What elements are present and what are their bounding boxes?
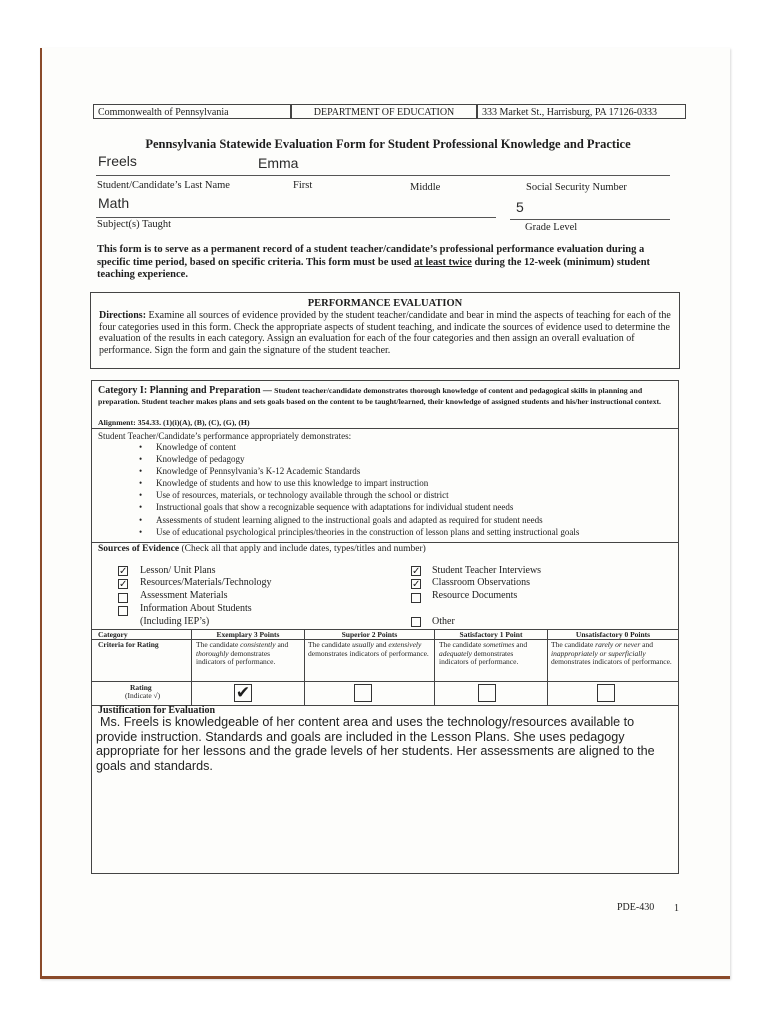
criteria-superior: The candidate usually and extensively demonstrates indicators of performance. [308, 640, 429, 658]
middle-name-label: Middle [410, 182, 441, 193]
criteria-label: Criteria for Rating [98, 640, 159, 649]
source-checkbox-lesson-plans[interactable] [118, 566, 128, 576]
first-name-label: First [293, 180, 313, 191]
source-checkbox-resources[interactable] [118, 579, 128, 589]
column-divider [547, 629, 548, 705]
divider [92, 428, 678, 429]
rating-box-superior[interactable] [354, 684, 372, 702]
source-checkbox-interviews[interactable] [411, 566, 421, 576]
indicator-list [132, 441, 579, 538]
divider [92, 542, 678, 543]
header-address: 333 Market St., Harrisburg, PA 17126-0333 [477, 104, 686, 119]
indicator-item: • Knowledge of students and how to use this knowledge to impart instruction [132, 477, 579, 489]
col-head-superior: Superior 2 Points [341, 630, 398, 639]
source-label: Other [432, 616, 455, 627]
subject-label: Subject(s) Taught [97, 219, 172, 230]
check-mark-icon: ✓ [412, 566, 421, 577]
rating-box-exemplary[interactable] [234, 684, 252, 702]
last-name-value: Freels [98, 153, 137, 169]
column-divider [434, 629, 435, 705]
subject-value: Math [98, 195, 130, 211]
sources-heading: Sources of Evidence (Check all that apply and include dates, types/titles and number) [98, 544, 426, 554]
source-checkbox-assessment-materials[interactable] [118, 593, 128, 603]
rating-box-satisfactory[interactable] [478, 684, 496, 702]
performance-title: PERFORMANCE EVALUATION [307, 298, 463, 309]
indicate-label: (Indicate √) [125, 691, 161, 700]
directions-text: Directions: Examine all sources of evidence provided by the student teacher/candidate and bear in mind the aspects of teaching for each of the four categories used in this form. Check the appropriate aspects of student teaching, and indicate the sources of evidence used to determine the evaluation of the results in each category. Assign an evaluation for each of the four categories and then assign an overall evaluation of performance. Sign the form and gain the signature of the student teacher. [99, 310, 671, 356]
name-line [96, 175, 670, 176]
col-head-satisfactory: Satisfactory 1 Point [459, 630, 523, 639]
alignment-text: Alignment: 354.33. (1)(i)(A), (B), (C), (G), (H) [98, 418, 250, 427]
source-label: Information About Students [140, 603, 252, 614]
subject-line [96, 217, 496, 218]
column-divider [191, 629, 192, 705]
indicator-item: • Knowledge of Pennsylvania’s K-12 Academic Standards [132, 465, 579, 477]
indicator-item: • Knowledge of content [132, 441, 579, 453]
first-name-value: Emma [258, 155, 299, 171]
col-head-exemplary: Exemplary 3 Points [216, 630, 280, 639]
grade-value: 5 [516, 199, 524, 215]
criteria-unsatisfactory: The candidate rarely or never and inappropriately or superficially demonstrates indicators of performance. [551, 640, 672, 666]
page-number: 1 [674, 903, 679, 914]
last-name-label: Student/Candidate’s Last Name [97, 180, 230, 191]
indicator-item: • Knowledge of pedagogy [132, 453, 579, 465]
source-label-extra: (Including IEP’s) [140, 616, 210, 627]
source-label: Lesson/ Unit Plans [140, 565, 216, 576]
indicator-item: • Use of educational psychological principles/theories in the construction of lesson plans and setting instructional goals [132, 526, 579, 538]
source-checkbox-observations[interactable] [411, 579, 421, 589]
category-col-label: Category [98, 630, 128, 639]
source-checkbox-resource-documents[interactable] [411, 593, 421, 603]
category-box [91, 380, 679, 874]
indicator-item: • Use of resources, materials, or technology available through the school or district [132, 489, 579, 501]
criteria-exemplary: The candidate consistently and thoroughly demonstrates indicators of performance. [196, 640, 289, 666]
demonstrates-label: Student Teacher/Candidate’s performance appropriately demonstrates: [98, 431, 352, 441]
source-label: Student Teacher Interviews [432, 565, 542, 576]
justification-text: Ms. Freels is knowledgeable of her content area and uses the technology/resources available to provide instruction. Standards and goals are included in the Lesson Plans. She uses pedagogy appropriate for her lessons and the grade levels of her students. Her assessments are aligned to the goals and standards. [96, 715, 655, 773]
ssn-label: Social Security Number [526, 182, 627, 193]
form-id: PDE-430 [617, 902, 655, 913]
column-divider [304, 629, 305, 705]
grade-label: Grade Level [525, 222, 578, 233]
indicator-item: • Instructional goals that show a recognizable sequence with adaptations for individual student needs [132, 501, 579, 513]
source-label: Assessment Materials [140, 590, 228, 601]
justification-title: Justification for Evaluation [98, 705, 216, 716]
rating-box-unsatisfactory[interactable] [597, 684, 615, 702]
check-mark-icon: ✓ [119, 579, 128, 590]
source-label: Classroom Observations [432, 577, 531, 588]
header-org: Commonwealth of Pennsylvania [93, 104, 291, 119]
source-label: Resource Documents [432, 590, 518, 601]
source-label: Resources/Materials/Technology [140, 577, 272, 588]
form-title: Pennsylvania Statewide Evaluation Form for Student Professional Knowledge and Practice [145, 137, 631, 151]
col-head-unsatisfactory: Unsatisfactory 0 Points [575, 630, 651, 639]
indicator-item: • Assessments of student learning aligned to the instructional goals and adapted as required for student needs [132, 514, 579, 526]
rating-label: Rating [130, 683, 152, 692]
criteria-satisfactory: The candidate sometimes and adequately demonstrates indicators of performance. [439, 640, 528, 666]
intro-paragraph: This form is to serve as a permanent record of a student teacher/candidate’s professional performance evaluation during a specific time period, based on specific criteria. This form must be used at least twice during the 12-week (minimum) student teaching experience. [97, 244, 651, 280]
divider [92, 681, 678, 682]
header-department: DEPARTMENT OF EDUCATION [291, 104, 477, 119]
check-mark-icon: ✓ [412, 579, 421, 590]
check-mark-icon: ✔ [235, 683, 251, 703]
grade-line [510, 219, 670, 220]
source-checkbox-student-info[interactable] [118, 606, 128, 616]
performance-evaluation-box [90, 292, 680, 369]
check-mark-icon: ✓ [119, 566, 128, 577]
source-checkbox-other[interactable] [411, 617, 421, 627]
category-heading: Category I: Planning and Preparation — Student teacher/candidate demonstrates thorough knowledge of content and pedagogical skills in planning and preparation. Student teacher makes plans and sets goals based on the content to be taught/learned, their knowledge of assigned students and his/her instructional context. [98, 385, 662, 406]
